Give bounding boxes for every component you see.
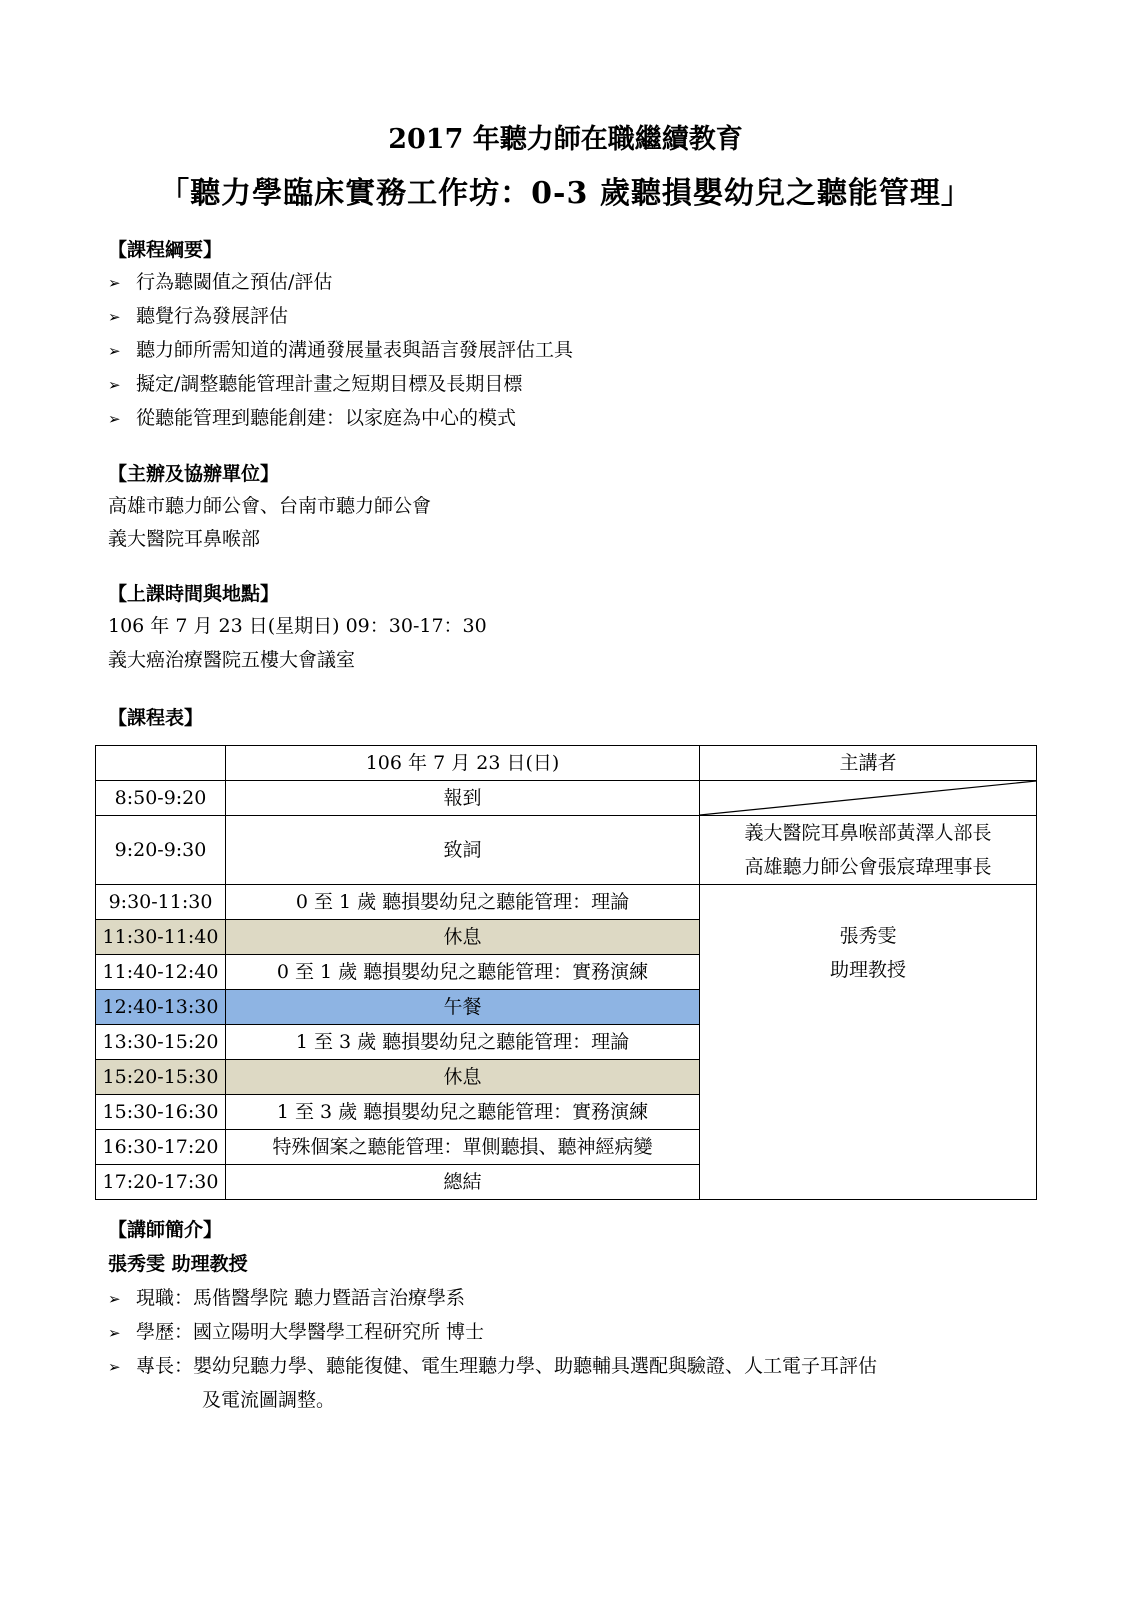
lecturer-heading: 【講師簡介】 <box>108 1219 223 1241</box>
time-place-heading: 【上課時間與地點】 <box>108 583 280 605</box>
topic-cell: 休息 <box>226 1060 700 1095</box>
empty-speaker-cell <box>700 781 1037 816</box>
topic-cell: 1 至 3 歲 聽損嬰幼兒之聽能管理：實務演練 <box>226 1095 700 1130</box>
topic-cell: 特殊個案之聽能管理：單側聽損、聽神經病變 <box>226 1130 700 1165</box>
diagonal-line <box>700 781 1036 815</box>
outline-item: ➢ 從聽能管理到聽能創建：以家庭為中心的模式 <box>108 404 516 433</box>
arrowhead-bullet-icon: ➢ <box>108 1358 121 1376</box>
course-venue: 義大癌治療醫院五樓大會議室 <box>108 649 356 671</box>
topic-cell: 0 至 1 歲 聽損嬰幼兒之聽能管理：實務演練 <box>226 955 700 990</box>
time-cell: 8:50-9:20 <box>96 781 226 816</box>
table-row <box>96 816 1037 885</box>
schedule-header-row <box>96 746 1037 781</box>
topic-cell: 總結 <box>226 1165 700 1200</box>
time-cell: 12:40-13:30 <box>96 990 226 1025</box>
opening-speakers-cell <box>700 816 1037 885</box>
topic-cell: 休息 <box>226 920 700 955</box>
lecturer-item: ➢ 現職：馬偕醫學院 聽力暨語言治療學系 <box>108 1284 465 1313</box>
main-speaker-name: 張秀雯 <box>839 925 897 947</box>
time-cell: 11:30-11:40 <box>96 920 226 955</box>
topic-cell: 午餐 <box>226 990 700 1025</box>
arrowhead-bullet-icon: ➢ <box>108 308 121 326</box>
arrowhead-bullet-icon: ➢ <box>108 410 121 428</box>
organizer-line: 高雄市聽力師公會、台南市聽力師公會 <box>108 495 432 517</box>
main-speaker-title: 助理教授 <box>829 959 906 981</box>
document-title: 2017 年聽力師在職繼續教育 <box>388 124 743 155</box>
lecturer-item: ➢ 專長：嬰幼兒聽力學、聽能復健、電生理聽力學、助聽輔具選配與驗證、人工電子耳評估 <box>108 1352 877 1381</box>
time-cell: 15:30-16:30 <box>96 1095 226 1130</box>
table-row <box>96 781 1037 816</box>
arrowhead-bullet-icon: ➢ <box>108 1290 121 1308</box>
arrowhead-bullet-icon: ➢ <box>108 342 121 360</box>
outline-item: ➢ 擬定/調整聽能管理計畫之短期目標及長期目標 <box>108 370 522 399</box>
schedule-heading: 【課程表】 <box>108 707 204 729</box>
topic-cell: 0 至 1 歲 聽損嬰幼兒之聽能管理：理論 <box>226 885 700 920</box>
table-row <box>96 885 1037 920</box>
workshop-title: 「聽力學臨床實務工作坊：0-3 歲聽損嬰幼兒之聽能管理」 <box>159 176 972 211</box>
organizer-line: 義大醫院耳鼻喉部 <box>108 528 261 550</box>
time-cell: 9:30-11:30 <box>96 885 226 920</box>
time-cell: 13:30-15:20 <box>96 1025 226 1060</box>
topic-cell: 報到 <box>226 781 700 816</box>
lecturer-name: 張秀雯 助理教授 <box>108 1253 248 1275</box>
outline-item: ➢ 聽力師所需知道的溝通發展量表與語言發展評估工具 <box>108 336 573 365</box>
schedule-table <box>95 745 1037 1200</box>
lecturer-item: ➢ 學歷：國立陽明大學醫學工程研究所 博士 <box>108 1318 484 1347</box>
header-speaker: 主講者 <box>700 746 1037 781</box>
header-date: 106 年 7 月 23 日(日) <box>226 746 700 781</box>
main-speaker-cell <box>700 885 1037 1200</box>
time-cell: 17:20-17:30 <box>96 1165 226 1200</box>
arrowhead-bullet-icon: ➢ <box>108 376 121 394</box>
outline-item: ➢ 聽覺行為發展評估 <box>108 302 288 331</box>
speaker-line: 義大醫院耳鼻喉部黃澤人部長 <box>744 822 992 844</box>
arrowhead-bullet-icon: ➢ <box>108 274 121 292</box>
outline-item: ➢ 行為聽閾值之預估/評估 <box>108 268 332 297</box>
time-cell: 9:20-9:30 <box>96 816 226 885</box>
time-cell: 16:30-17:20 <box>96 1130 226 1165</box>
topic-cell: 1 至 3 歲 聽損嬰幼兒之聽能管理：理論 <box>226 1025 700 1060</box>
time-cell: 11:40-12:40 <box>96 955 226 990</box>
time-cell: 15:20-15:30 <box>96 1060 226 1095</box>
speaker-line: 高雄聽力師公會張宸瑋理事長 <box>744 856 992 878</box>
course-date: 106 年 7 月 23 日(星期日) 09：30-17：30 <box>108 615 487 637</box>
outline-heading: 【課程綱要】 <box>108 239 223 261</box>
arrowhead-bullet-icon: ➢ <box>108 1324 121 1342</box>
organizers-heading: 【主辦及協辦單位】 <box>108 463 280 485</box>
lecturer-item-continuation: 及電流圖調整。 <box>202 1389 336 1411</box>
topic-cell: 致詞 <box>226 816 700 885</box>
header-time <box>96 746 226 781</box>
